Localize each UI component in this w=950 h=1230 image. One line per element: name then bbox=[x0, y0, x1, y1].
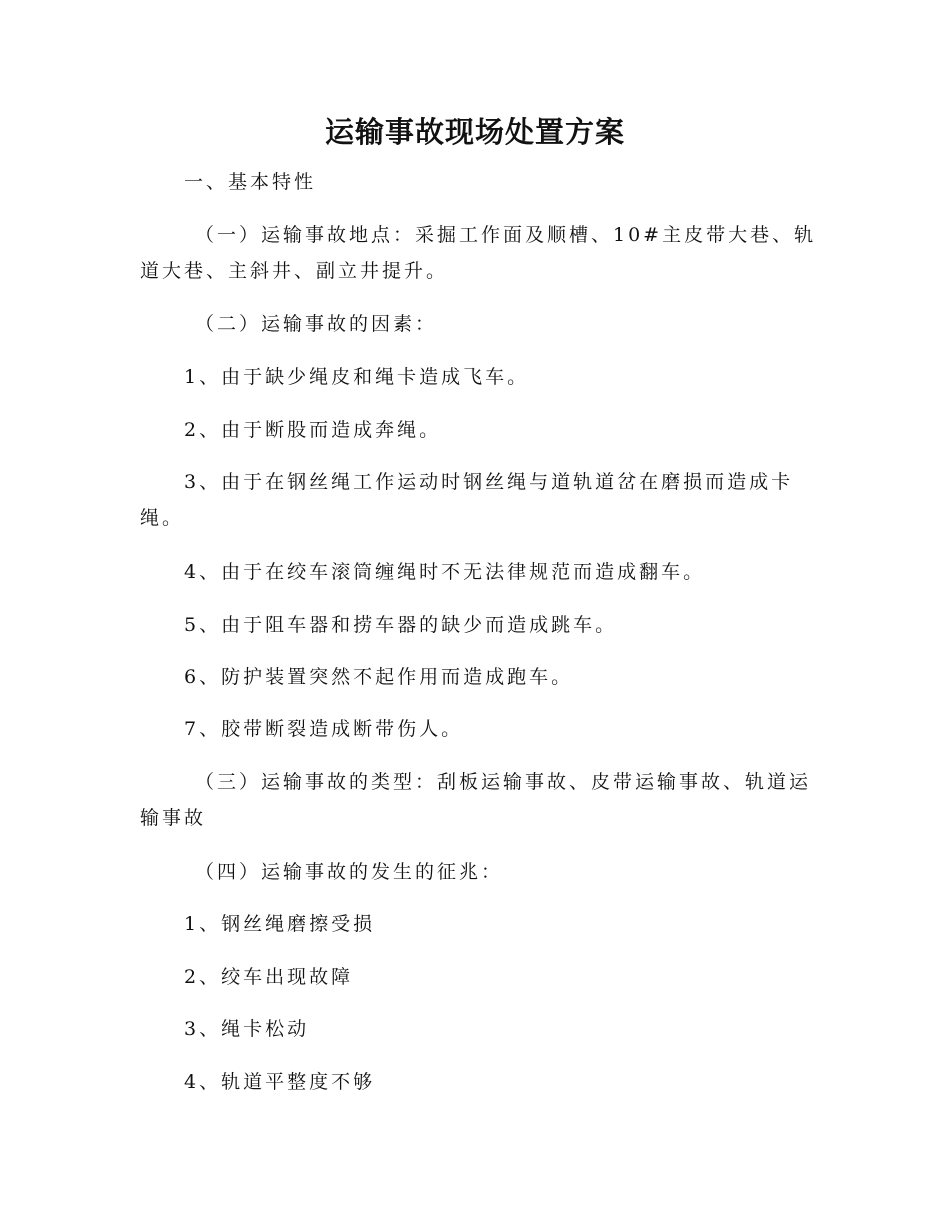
list-item: 3、绳卡松动 bbox=[184, 1018, 310, 1040]
paragraph-line: 输事故 bbox=[140, 807, 207, 829]
subsection-heading: （三）运输事故的类型：刮板运输事故、皮带运输事故、轨道运 bbox=[195, 771, 812, 793]
list-item: 6、防护装置突然不起作用而造成跑车。 bbox=[184, 666, 574, 688]
list-item: 2、由于断股而造成奔绳。 bbox=[184, 419, 442, 441]
list-item: 4、由于在绞车滚筒缠绳时不无法律规范而造成翻车。 bbox=[184, 561, 706, 583]
list-item: 1、由于缺少绳皮和绳卡造成飞车。 bbox=[184, 366, 530, 388]
list-item: 4、轨道平整度不够 bbox=[184, 1071, 376, 1093]
list-item: 1、钢丝绳磨擦受损 bbox=[184, 913, 376, 935]
subsection-heading: （二）运输事故的因素： bbox=[195, 313, 438, 335]
paragraph-line: 道大巷、主斜井、副立井提升。 bbox=[140, 260, 449, 282]
list-item: 7、胶带断裂造成断带伤人。 bbox=[184, 718, 464, 740]
list-item-continuation: 绳。 bbox=[140, 507, 185, 529]
section-heading-basic-properties: 一、基本特性 bbox=[184, 171, 317, 193]
paragraph-line: （一）运输事故地点：采掘工作面及顺槽、10#主皮带大巷、轨 bbox=[195, 224, 817, 246]
subsection-heading: （四）运输事故的发生的征兆： bbox=[195, 861, 504, 883]
list-item: 2、绞车出现故障 bbox=[184, 966, 354, 988]
list-item: 3、由于在钢丝绳工作运动时钢丝绳与道轨道岔在磨损而造成卡 bbox=[184, 471, 794, 493]
list-item: 5、由于阻车器和捞车器的缺少而造成跳车。 bbox=[184, 614, 618, 636]
document-title: 运输事故现场处置方案 bbox=[324, 115, 625, 149]
